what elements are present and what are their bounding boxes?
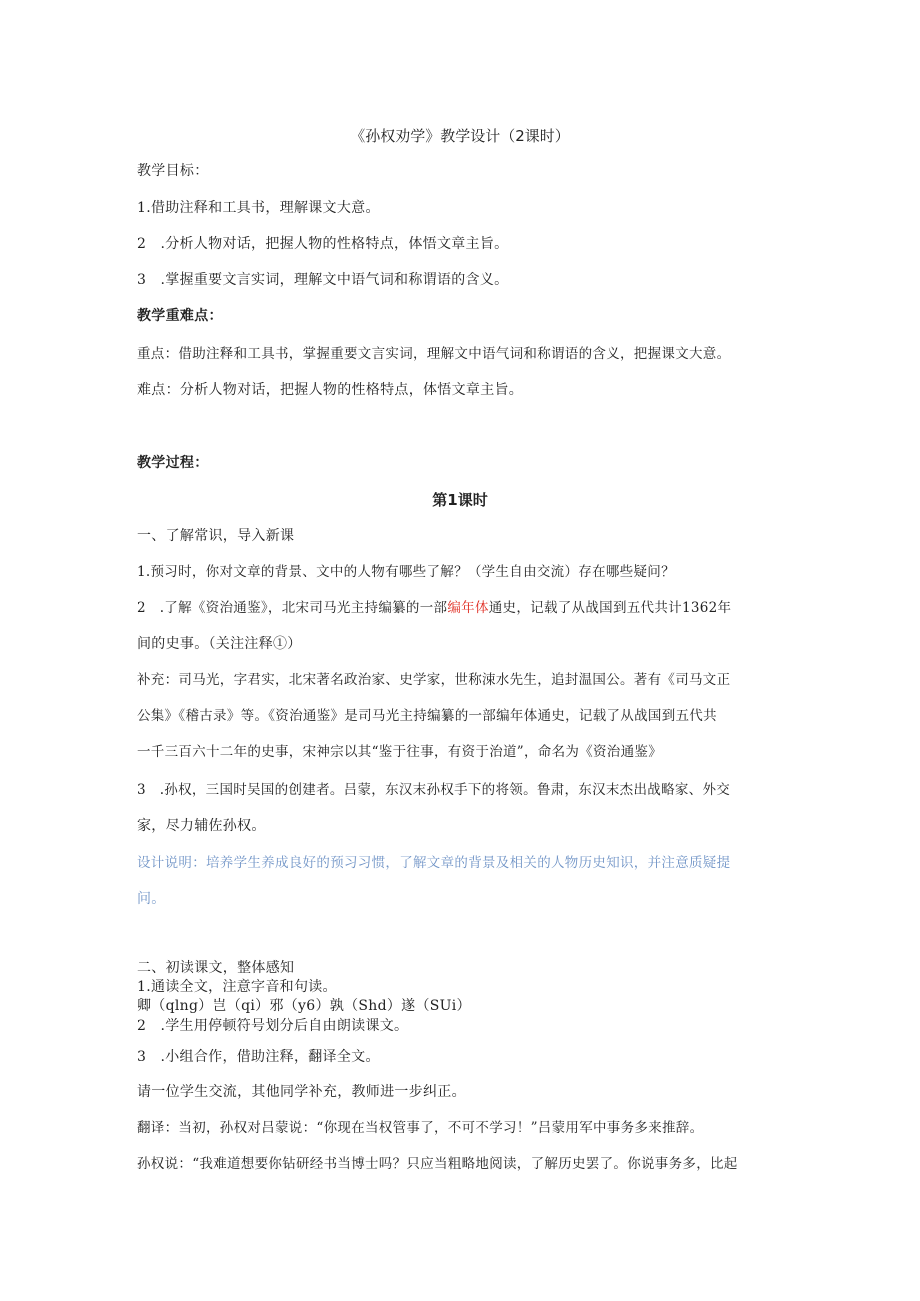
paragraph: 1.通读全文，注意字音和句读。 xyxy=(137,979,337,995)
text-span: 通史，记载了从战国到五代共计1362年 xyxy=(488,600,732,616)
design-note: 设计说明：培养学生养成良好的预习习惯，了解文章的背景及相关的人物历史知识，并注意质疑提 xyxy=(137,855,731,871)
goals-label: 教学目标： xyxy=(137,163,209,179)
paragraph: 家，尽力辅佐孙权。 xyxy=(137,818,266,834)
paragraph: 2 .学生用停顿符号划分后自由朗读课文。 xyxy=(137,1018,409,1034)
highlighted-term: 编年体 xyxy=(447,600,489,616)
text-span: 2 .了解《资治通鉴》，北宋司马光主持编纂的一部 xyxy=(137,600,448,616)
paragraph xyxy=(137,598,731,618)
key-points-label: 教学重难点： xyxy=(137,308,223,324)
section-heading: 一、了解常识，导入新课 xyxy=(137,528,295,544)
paragraph: 间的史事。（关注注释①） xyxy=(137,636,302,652)
goal-item: 3 .掌握重要文言实词，理解文中语气词和称谓语的含义。 xyxy=(137,272,509,288)
design-note: 问。 xyxy=(137,891,166,907)
key-point: 重点：借助注释和工具书，掌握重要文言实词，理解文中语气词和称谓语的含义，把握课文大意。 xyxy=(137,346,731,362)
process-label: 教学过程： xyxy=(137,455,209,471)
translation: 孙权说：“我难道想要你钻研经书当博士吗？只应当粗略地阅读，了解历史罢了。你说事务多，比起 xyxy=(137,1156,738,1172)
supplement: 公集》《稽古录》等。《资治通鉴》是司马光主持编纂的一部编年体通史，记载了从战国到五代共 xyxy=(137,708,717,724)
difficult-point: 难点：分析人物对话，把握人物的性格特点，体悟文章主旨。 xyxy=(137,382,524,398)
pronunciation-list: 卿（qlng）岂（qi）邪（y6）孰（Shd）遂（SUi） xyxy=(137,998,471,1014)
document-title: 《孙权劝学》教学设计（2课时） xyxy=(350,127,570,145)
paragraph: 1.预习时，你对文章的背景、文中的人物有哪些了解？（学生自由交流）存在哪些疑问？ xyxy=(137,564,675,580)
supplement: 补充：司马光，字君实，北宋著名政治家、史学家，世称涑水先生，追封温国公。著有《司马文正 xyxy=(137,672,731,688)
paragraph: 3 .孙权，三国时吴国的创建者。吕蒙，东汉末孙权手下的将领。鲁肃，东汉末杰出战略家、外交 xyxy=(137,782,731,798)
paragraph: 请一位学生交流，其他同学补充，教师进一步纠正。 xyxy=(137,1084,466,1100)
section-heading: 二、初读课文，整体感知 xyxy=(137,960,295,976)
paragraph: 3 .小组合作，借助注释，翻译全文。 xyxy=(137,1049,380,1065)
goal-item: 1.借助注释和工具书，理解课文大意。 xyxy=(137,200,380,216)
goal-item: 2 .分析人物对话，把握人物的性格特点，体悟文章主旨。 xyxy=(137,236,509,252)
translation: 翻译：当初，孙权对吕蒙说：“你现在当权管事了，不可不学习！”吕蒙用军中事务多来推辞。 xyxy=(137,1120,704,1136)
supplement: 一千三百六十二年的史事，宋神宗以其“鉴于往事，有资于治道”，命名为《资治通鉴》 xyxy=(137,744,663,760)
lesson-title: 第1课时 xyxy=(432,491,488,509)
